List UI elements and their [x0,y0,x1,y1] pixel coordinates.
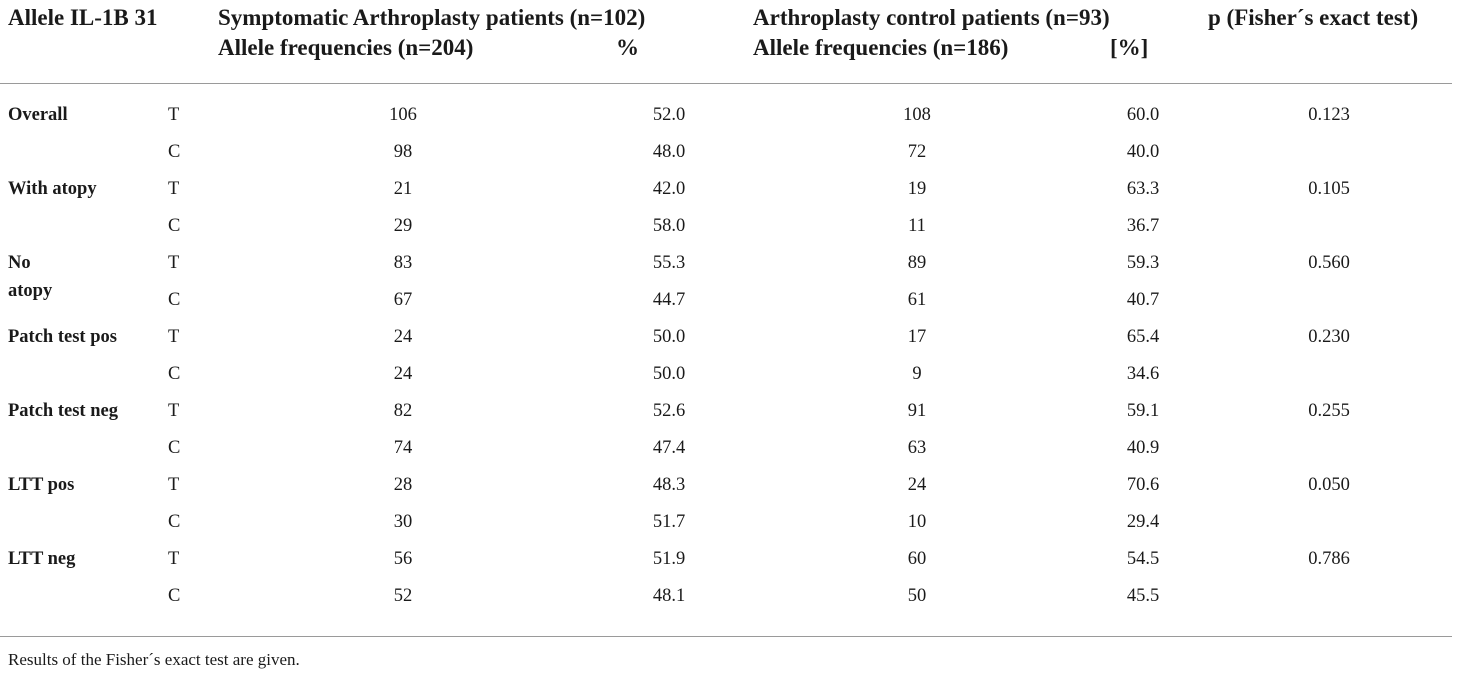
allele-cell: T [168,105,180,125]
control-count: 60 [907,549,927,569]
control-count: 89 [907,253,927,273]
allele-cell: C [168,438,181,458]
symptomatic-count: 24 [393,327,413,347]
control-percent: 34.6 [1126,364,1160,384]
symptomatic-count: 24 [393,364,413,384]
control-percent: 36.7 [1126,216,1160,236]
group-label: LTT neg [8,549,76,569]
symptomatic-percent: 48.3 [652,475,686,495]
symptomatic-count: 83 [393,253,413,273]
control-count: 61 [907,290,927,310]
allele-cell: T [168,253,180,273]
control-percent: 40.7 [1126,290,1160,310]
symptomatic-count: 106 [389,105,417,125]
header-symptomatic-title: Symptomatic Arthroplasty patients (n=102) [218,5,646,30]
symptomatic-percent: 55.3 [652,253,686,273]
symptomatic-count: 28 [393,475,413,495]
header-divider [0,83,1452,84]
p-value: 0.105 [1308,179,1350,199]
allele-cell: C [168,512,181,532]
control-percent: 70.6 [1126,475,1160,495]
p-value: 0.786 [1308,549,1350,569]
p-value: 0.230 [1308,327,1350,347]
symptomatic-percent: 48.1 [652,586,686,606]
header-p-value: p (Fisher´s exact test) [1208,5,1419,30]
control-percent: 60.0 [1126,105,1160,125]
control-count: 72 [907,142,927,162]
allele-cell: T [168,401,180,421]
control-percent: 40.0 [1126,142,1160,162]
header-control-frequencies: Allele frequencies (n=186) [753,35,1009,60]
symptomatic-percent: 42.0 [652,179,686,199]
symptomatic-count: 82 [393,401,413,421]
control-percent: 45.5 [1126,586,1160,606]
control-count: 11 [908,216,926,236]
allele-cell: T [168,475,180,495]
control-percent: 59.3 [1126,253,1160,273]
control-count: 91 [907,401,927,421]
symptomatic-percent: 47.4 [652,438,686,458]
table-footnote: Results of the Fisher´s exact test are given. [8,650,300,669]
p-value: 0.123 [1308,105,1350,125]
symptomatic-count: 98 [393,142,413,162]
symptomatic-percent: 48.0 [652,142,686,162]
group-label: No atopy [8,253,53,301]
p-value: 0.255 [1308,401,1350,421]
control-percent: 40.9 [1126,438,1160,458]
control-percent: 65.4 [1126,327,1160,347]
group-label: With atopy [8,179,97,199]
header-allele: Allele IL-1B 31 [8,5,158,30]
symptomatic-count: 67 [393,290,413,310]
control-count: 19 [907,179,927,199]
p-value: 0.050 [1308,475,1350,495]
symptomatic-percent: 44.7 [652,290,686,310]
symptomatic-count: 21 [393,179,413,199]
group-label: Overall [8,105,68,125]
allele-cell: C [168,290,181,310]
symptomatic-count: 56 [393,549,413,569]
group-label: Patch test pos [8,327,117,347]
symptomatic-percent: 52.0 [652,105,686,125]
group-label: LTT pos [8,475,75,495]
symptomatic-percent: 50.0 [652,364,686,384]
symptomatic-count: 52 [393,586,413,606]
symptomatic-percent: 52.6 [652,401,686,421]
control-count: 10 [907,512,927,532]
control-percent: 59.1 [1126,401,1160,421]
footer-divider [0,636,1452,637]
control-count: 50 [907,586,927,606]
control-count: 9 [912,364,922,384]
header-control-percent: [%] [1110,35,1149,60]
allele-cell: C [168,586,181,606]
group-label: Patch test neg [8,401,118,421]
symptomatic-count: 30 [393,512,413,532]
allele-cell: T [168,179,180,199]
allele-cell: C [168,216,181,236]
symptomatic-percent: 51.7 [652,512,686,532]
allele-cell: C [168,142,181,162]
symptomatic-percent: 58.0 [652,216,686,236]
allele-cell: T [168,549,180,569]
allele-cell: T [168,327,180,347]
symptomatic-count: 29 [393,216,413,236]
control-count: 108 [903,105,931,125]
control-count: 17 [907,327,927,347]
symptomatic-count: 74 [393,438,413,458]
control-count: 24 [907,475,927,495]
control-percent: 29.4 [1126,512,1160,532]
symptomatic-percent: 51.9 [652,549,686,569]
header-control-title: Arthroplasty control patients (n=93) [753,5,1110,30]
header-symptomatic-frequencies: Allele frequencies (n=204) [218,35,474,60]
control-count: 63 [907,438,927,458]
control-percent: 54.5 [1126,549,1160,569]
header-symptomatic-percent: % [616,35,639,60]
symptomatic-percent: 50.0 [652,327,686,347]
control-percent: 63.3 [1126,179,1160,199]
p-value: 0.560 [1308,253,1350,273]
allele-cell: C [168,364,181,384]
